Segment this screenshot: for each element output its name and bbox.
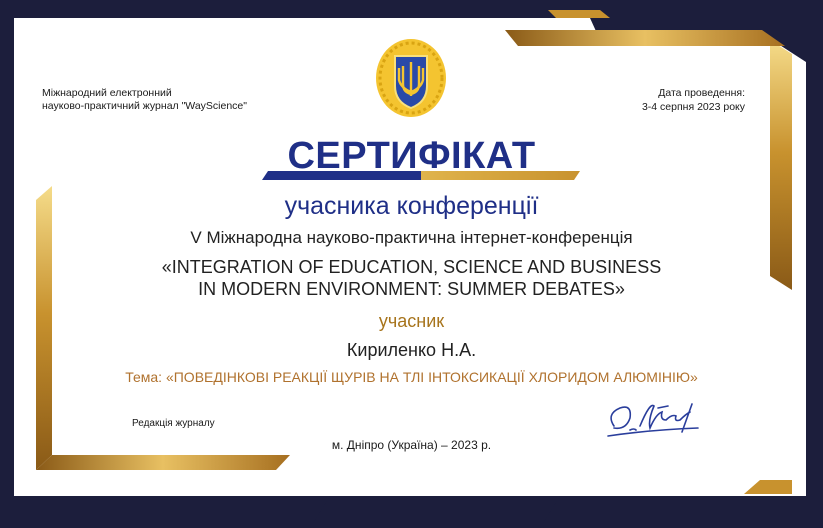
presentation-topic: Тема: «ПОВЕДІНКОВІ РЕАКЦІЇ ЩУРІВ НА ТЛІ ІНТОКСИКАЦІЇ ХЛОРИДОМ АЛЮМІНІЮ» [125, 369, 698, 385]
journal-name-line-1: Міжнародний електронний [42, 87, 172, 99]
certificate-subtitle: учасника конференції [284, 192, 539, 220]
conference-title-line-2: IN MODERN ENVIRONMENT: SUMMER DEBATES» [198, 279, 625, 299]
city-year: м. Дніпро (Україна) – 2023 р. [331, 438, 492, 452]
journal-name-line-2: науково-практичний журнал "WayScience" [42, 100, 248, 112]
conference-title-line-1: «INTEGRATION OF EDUCATION, SCIENCE AND BUSINESS [161, 257, 662, 277]
trident-emblem-icon [375, 38, 447, 118]
editorial-board-label: Редакція журналу [132, 418, 215, 429]
date-label: Дата проведення: [658, 87, 745, 99]
certificate-title: СЕРТИФІКАТ [287, 135, 536, 177]
participant-role: учасник [378, 311, 445, 331]
date-value: 3-4 серпня 2023 року [641, 101, 745, 113]
conference-line: V Міжнародна науково-практична інтернет-конференція [190, 228, 633, 247]
signature-icon [600, 396, 710, 440]
participant-name: Кириленко Н.А. [346, 340, 477, 360]
